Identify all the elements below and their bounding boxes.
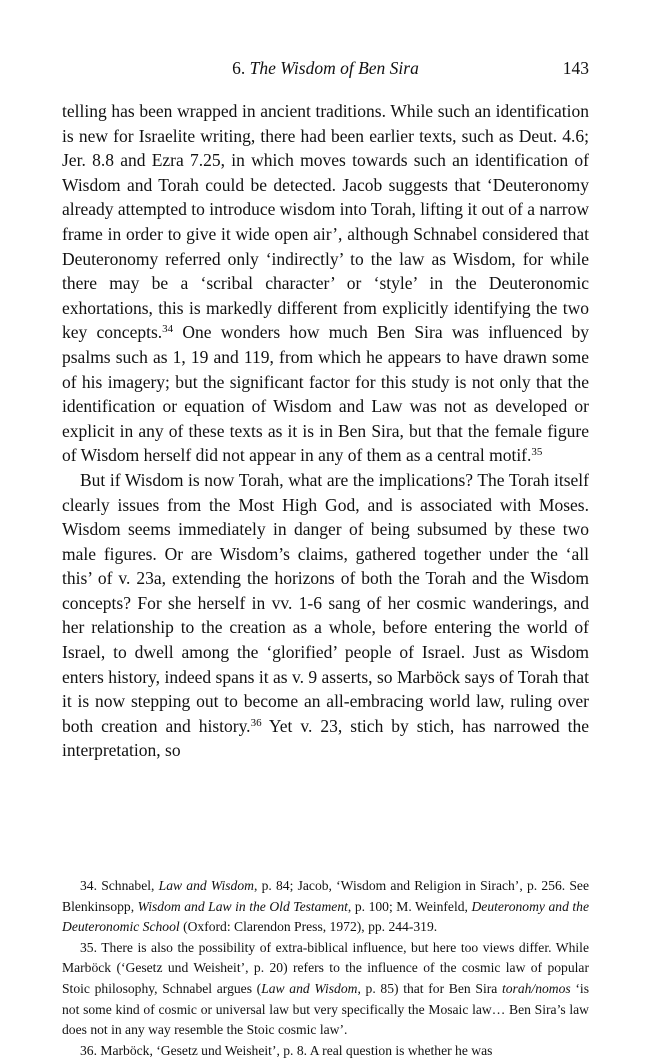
body-text: [62, 99, 589, 763]
paragraph-1-text-cont: One wonders how much Ben Sira was influenced by psalms such as 1, 19 and 119, from which he appears to have drawn some of his imagery; but the significant factor for this study is not only that the identification or equation of Wisdom and Law was not as developed or explicit in any of these texts as it is in Ben Sira, but that the female figure of Wisdom herself did not appear in any of them as a central motif.: [62, 322, 589, 466]
footnote-34-title-3: Deuteronomy and the Deuteronomic School: [62, 898, 590, 935]
footnote-34-title-1: Law and Wisdom: [158, 878, 254, 893]
footnote-34: [62, 876, 589, 938]
footnote-34-text-2: , p. 84; Jacob, ‘Wisdom and Religion in Sirach’, p. 256. See Blenkinsopp,: [62, 878, 589, 914]
footnote-36: [62, 1041, 589, 1061]
footnote-ref-34: 34: [162, 323, 174, 336]
footnote-ref-35: 35: [531, 446, 543, 459]
footnote-34-text-3: , p. 100; M. Weinfeld,: [347, 898, 472, 914]
paragraph-1: [62, 99, 589, 468]
footnote-35-term: torah/nomos: [501, 980, 571, 996]
paragraph-1-text: telling has been wrapped in ancient traditions. While such an identification is new for Israelite writing, there had been earlier texts, such as Deut. 4.6; Jer. 8.8 and Ezra 7.25, in which moves towards such an identification of Wisdom and Torah could be detected. Jacob suggests that ‘Deuteronomy already attempted to introduce wisdom into Torah, lifting it out of a narrow frame in order to give it wide open air’, although Schnabel considered that Deuteronomy referred only ‘indirectly’ to the law as Wisdom, for while there may be a ‘scribal character’ or ‘style’ in the Deuteronomic exhortations, this is markedly different from explicitly identifying the two key concepts.: [62, 101, 589, 343]
footnote-35-text: 35. There is also the possibility of extra-biblical influence, but here too views differ. While Marböck (‘Gesetz und Weisheit’, p. 20) refers to the influence of the cosmic law of popular Stoic philosophy, Schnabel argues (: [62, 939, 589, 996]
chapter-number: 6.: [232, 58, 246, 78]
footnote-36-text: 36. Marböck, ‘Gesetz und Weisheit’, p. 8. A real question is whether he was: [80, 1042, 493, 1058]
chapter-title: The Wisdom of Ben Sira: [249, 58, 419, 78]
footnote-35: [62, 938, 589, 1041]
paragraph-2: [62, 468, 589, 763]
paragraph-2-text: But if Wisdom is now Torah, what are the implications? The Torah itself clearly issues from the Most High God, and is associated with Moses. Wisdom seems immediately in danger of being subsumed by these two male figures. Or are Wisdom’s claims, gathered together under the ‘all this’ of v. 23a, extending the horizons of both the Torah and the Wisdom concepts? For she herself in vv. 1-6 sang of her cosmic wanderings, and her relationship to the creation as a whole, before entering the world of Israel, to dwell among the ‘glorified’ people of Israel. Just as Wisdom enters history, indeed spans it as v. 9 asserts, so Marböck says of Torah that it is now stepping out to become an all-embracing world law, ruling over both creation and history.: [62, 469, 589, 736]
footnote-35-title-1: Law and Wisdom: [261, 980, 358, 996]
footnote-ref-36: 36: [250, 716, 262, 729]
page-number: 143: [562, 58, 589, 78]
chapter-heading: [62, 58, 589, 79]
footnote-35-text-2: , p. 85) that for Ben Sira: [357, 980, 502, 996]
footnote-34-text: 34. Schnabel,: [80, 878, 159, 893]
footnotes: [62, 876, 589, 1061]
paragraph-2-text-cont: Yet v. 23, stich by stich, has narrowed the interpretation, so: [62, 715, 589, 761]
footnote-34-title-2: Wisdom and Law in the Old Testament: [137, 898, 348, 914]
running-header: [62, 58, 589, 84]
footnote-34-text-4: (Oxford: Clarendon Press, 1972), pp. 244-319.: [179, 919, 438, 935]
footnote-35-text-3: ‘is not some kind of cosmic or universal law but very specifically the Mosaic law… Ben Sira’s law does not in any way resemble the Stoic cosmic law’.: [62, 980, 589, 1038]
